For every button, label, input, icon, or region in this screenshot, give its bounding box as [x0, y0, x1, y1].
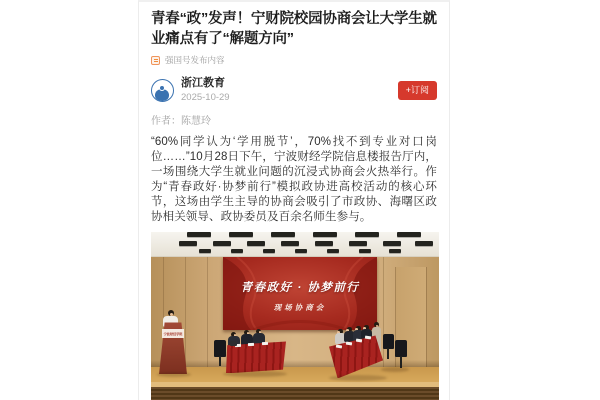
photo-stage-front — [151, 387, 439, 400]
publisher-logo[interactable] — [151, 79, 174, 102]
page-title: 青春“政”发声！宁财院校园协商会让大学生就业痛点有了“解题方向” — [151, 11, 437, 47]
publisher-name[interactable]: 浙江教育 — [181, 77, 225, 89]
publisher-meta — [181, 77, 230, 103]
article-photo[interactable] — [151, 232, 439, 400]
publish-date: 2025-10-29 — [181, 92, 230, 103]
author-line: 作者：陈慧玲 — [151, 116, 211, 127]
qiangguo-badge-icon — [151, 56, 160, 65]
screen-subtitle: 现场协商会 — [273, 303, 327, 313]
body-paragraph: “60%同学认为‘学用脱节’，70%找不到专业对口岗位……”10月28日下午，宁波财经学院信息楼报告厅内，一场围绕大学生就业问题的沉浸式协商会火热举行。作为“青春政好·协梦前行”模拟政协进高校活动的核心环节，这场由学生主导的协商会吸引了市政协、海曙区政协相关领导、政协委员及百余名师生参与。 — [151, 136, 437, 223]
source-badge — [151, 54, 437, 66]
publisher-row — [151, 77, 437, 103]
source-badge-label: 强国号发布内容 — [165, 55, 225, 65]
article-card — [138, 0, 450, 400]
podium-sign: 宁波财经学院 — [162, 329, 184, 338]
photo-led-screen — [223, 257, 377, 330]
screen-title: 青春政好 · 协梦前行 — [240, 282, 360, 295]
subscribe-button[interactable]: +订阅 — [398, 81, 437, 100]
